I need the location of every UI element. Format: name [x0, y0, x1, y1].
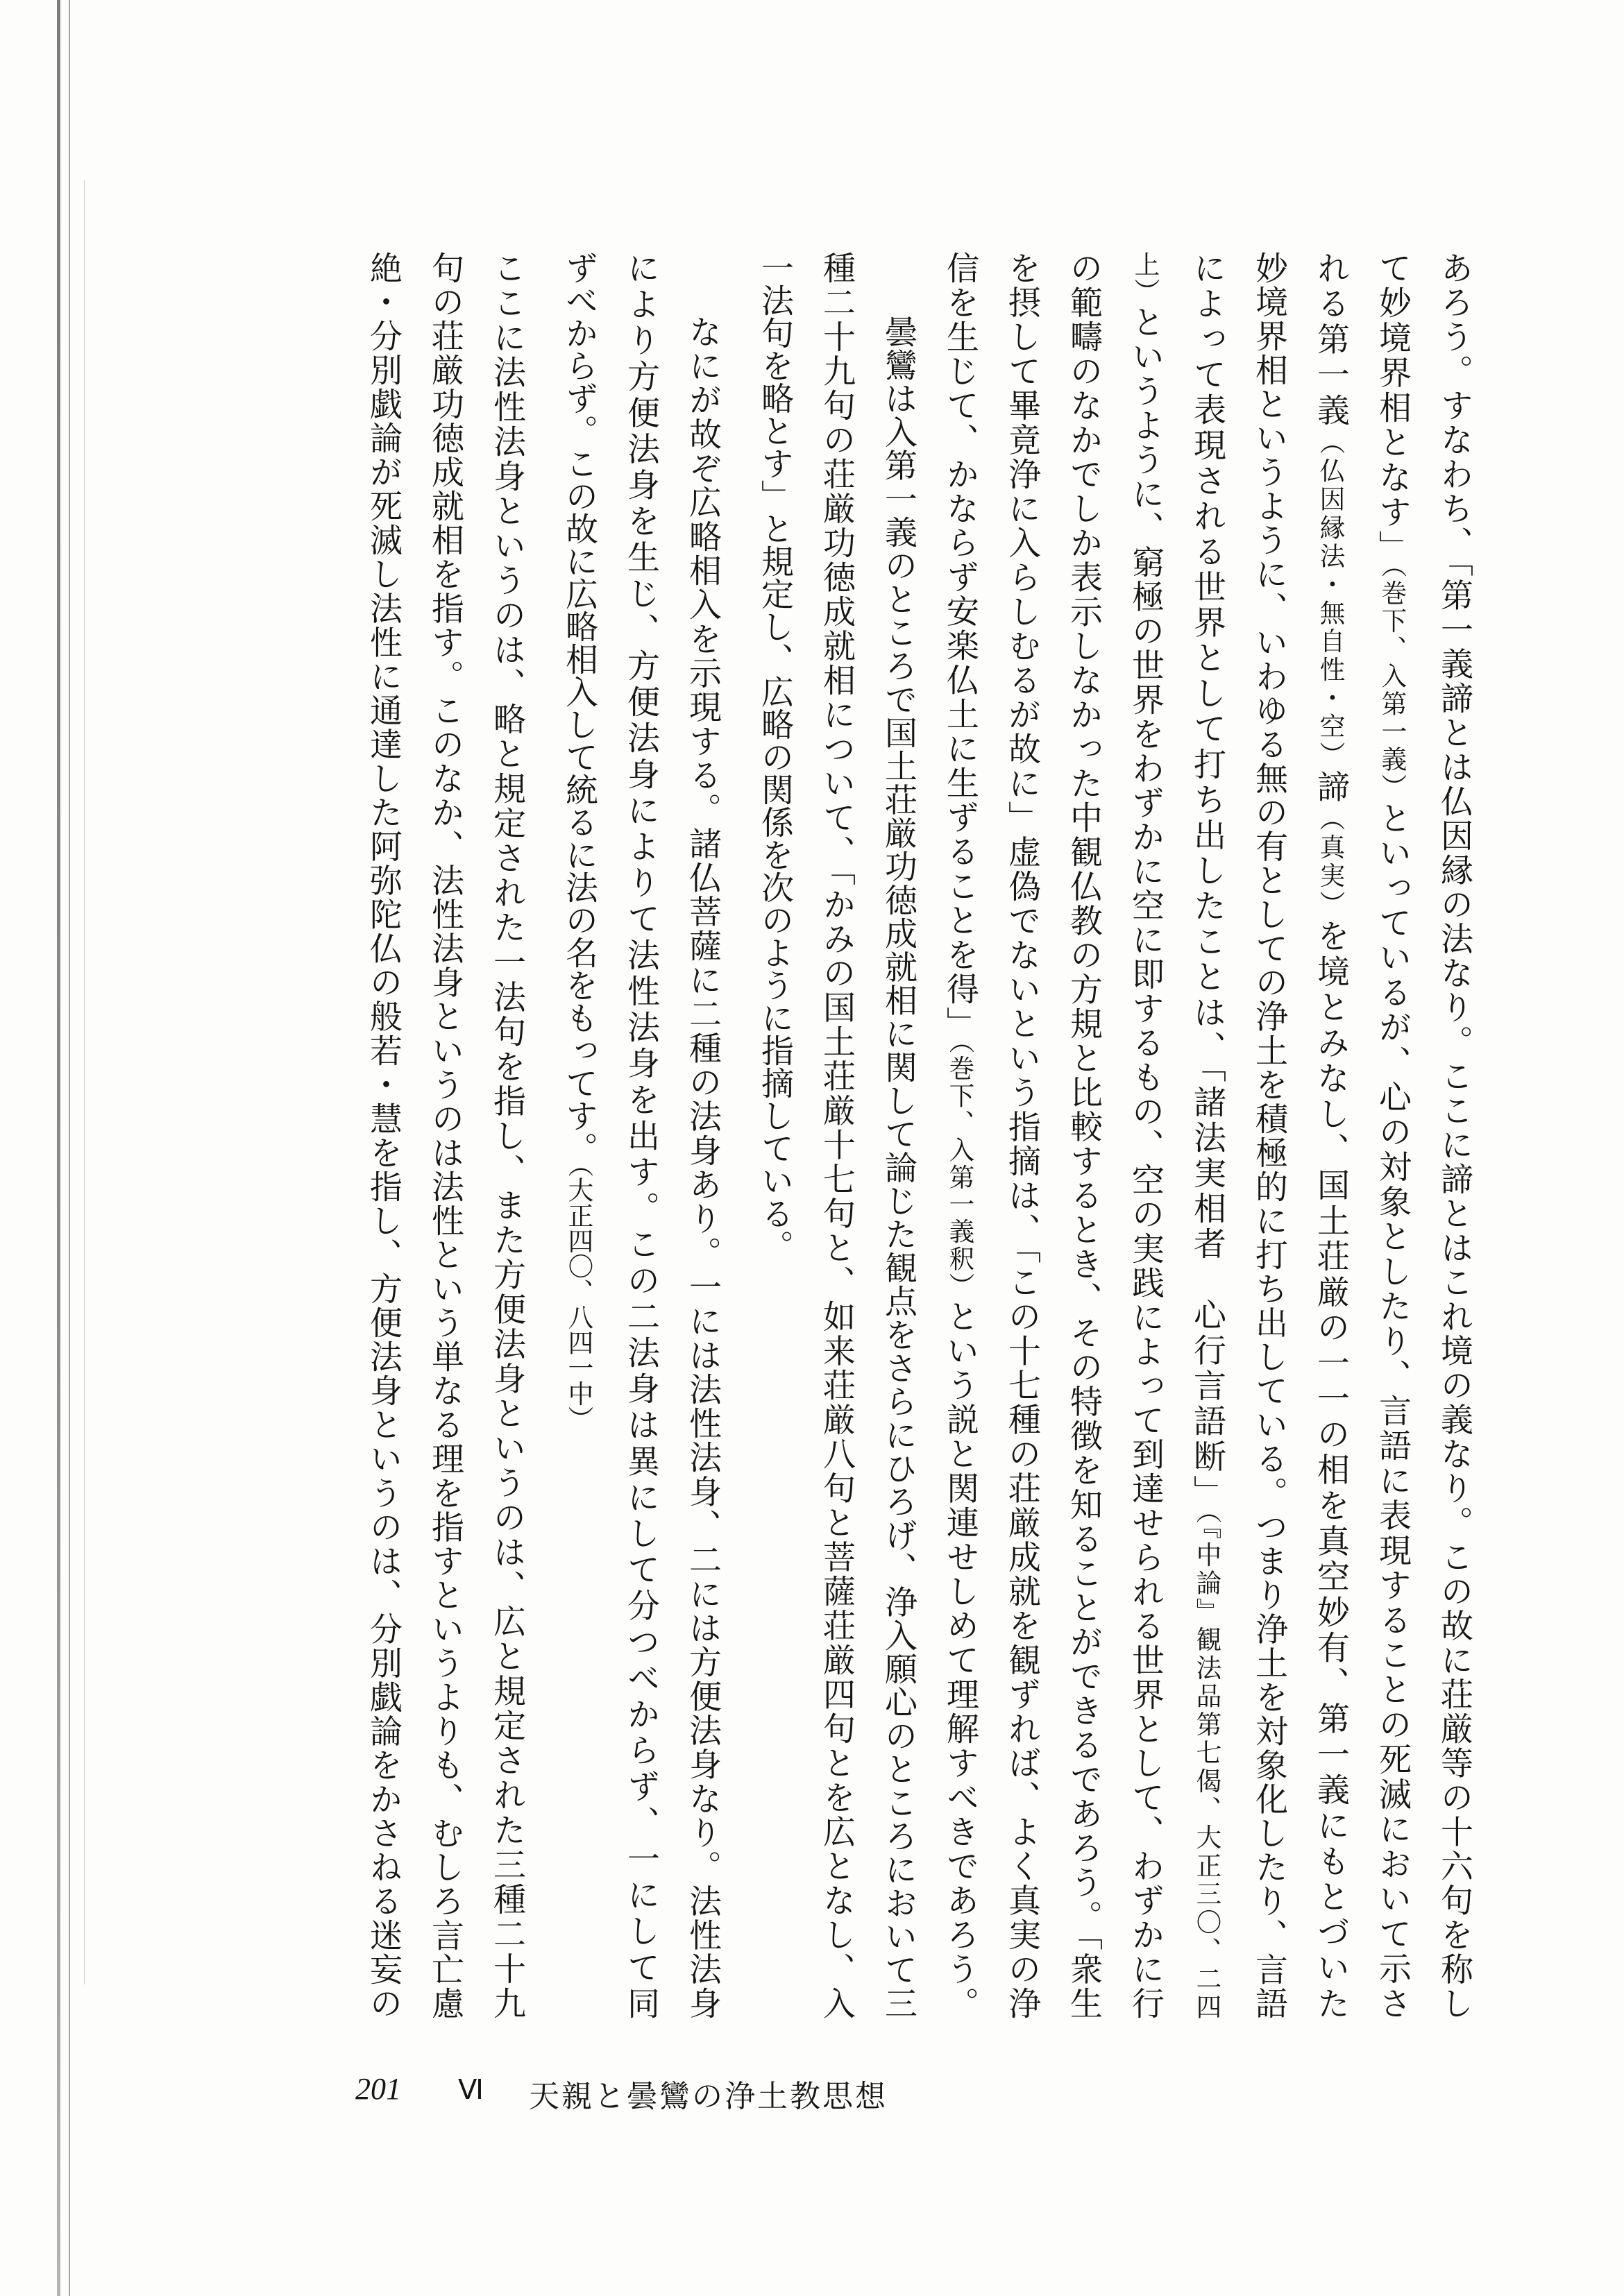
gloss-note: （仏因縁法・無自性・空）: [1316, 429, 1346, 770]
scan-edge-line: [84, 180, 85, 1984]
text-column: [744, 251, 806, 2019]
text-run: により方便法身を生じ、方便法身によりて法性法身を出す。この二法身は異にして分つべからず、一にして同: [622, 251, 660, 2019]
scan-edge-line: [57, 0, 60, 2296]
citation-note: 上）: [1131, 251, 1160, 306]
chapter-title: 天親と曇鸞の浄土教思想: [529, 2079, 888, 2114]
text-run: あろう。すなわち、「第一義諦とは仏因縁の法なり。ここに諦とはこれ境の義なり。この故に荘厳等の十六句を称し: [1435, 251, 1473, 2019]
citation-note: （巻下、入第一義釈）: [945, 1041, 975, 1300]
text-column: [476, 251, 538, 2019]
text-column: [929, 251, 991, 2019]
paragraph-continued: [929, 251, 1485, 2019]
page-body-text: [353, 251, 1485, 2019]
text-run: 曇鸞は入第一義のところで国土荘厳功徳成就相に関して論じた観点をさらにひろげ、浄入願心のところにおいて三: [879, 315, 917, 2019]
text-run: て妙境界相となす」: [1373, 251, 1412, 566]
chapter-number: Ⅵ: [458, 2074, 484, 2105]
citation-note: （『中論』観法品第七偈、大正三〇、二四: [1192, 1510, 1222, 2019]
citation-note: （巻下、入第一義）: [1378, 565, 1407, 801]
text-run: といっているが、心の対象としたり、言語に表現することの死滅において示さ: [1373, 801, 1412, 2019]
text-run: 句の荘厳功徳成就相を指す。このなか、法性法身というのは法性という単なる理を指すというよりも、むしろ言亡慮: [426, 251, 464, 2019]
text-column: [806, 251, 868, 2019]
paragraph-after-quote: [353, 251, 538, 2019]
citation-note: （大正四〇、八四一中）: [564, 1164, 594, 1431]
text-run: 妙境界相というように、いわゆる無の有としての浄土を積極的に打ち出している。つまり浄土を対象化したり、言語: [1250, 251, 1288, 2019]
text-run: によって表現される世界として打ち出したことは、「諸法実相者 心行言語断」: [1188, 251, 1226, 1511]
text-run: ずべからず。この故に広略相入して統るに法の名をもってす。: [560, 251, 598, 1164]
text-run: を境とみなし、国土荘厳の一一の相を真空妙有、第一義にもとづいた: [1312, 919, 1350, 2019]
text-run: ここに法性法身というのは、略と規定された一法句を指し、また方便法身というのは、広と規定された三種二十九: [488, 251, 526, 2019]
page-number: 201: [355, 2072, 401, 2106]
gloss-note: （真実）: [1316, 805, 1346, 919]
text-run: なにが故ぞ広略相入を示現する。諸仏菩薩に二種の法身あり。一には法性法身、二には方便法身なり。法性法身: [684, 315, 722, 2019]
text-column: [1300, 251, 1362, 2019]
text-run: の範疇のなかでしか表示しなかった中観仏教の方規と比較するとき、その特徴を知ることができるであろう。「衆生: [1065, 251, 1103, 2019]
page-footer: [0, 2071, 1624, 2116]
text-column: [868, 251, 929, 2019]
text-run: を摂して畢竟浄に入らしむるが故に」虚偽でないという指摘は、「この十七種の荘厳成就を観ずれば、よく真実の浄: [1003, 251, 1041, 2019]
text-column: [1053, 251, 1115, 2019]
block-quote: [548, 251, 734, 2019]
text-column: [414, 251, 476, 2019]
text-run: 一法句を略とす」と規定し、広略の関係を次のように指摘している。: [756, 251, 794, 1262]
scan-edge-line: [69, 0, 70, 2296]
text-column: [1238, 251, 1300, 2019]
text-column: [1176, 251, 1238, 2019]
text-column: [1362, 251, 1423, 2019]
text-column: [610, 251, 672, 2019]
text-run: 信を生じて、かならず安楽仏土に生ずることを得」: [941, 251, 979, 1041]
text-column: [991, 251, 1053, 2019]
text-column: [1423, 251, 1485, 2019]
text-column: [548, 251, 610, 2019]
text-run: というように、窮極の世界をわずかに空に即するもの、空の実践によって到達せられる世界として、わずかに行: [1126, 305, 1165, 2019]
text-column: [1115, 251, 1176, 2019]
text-column: [672, 251, 734, 2019]
text-run: 諦: [1312, 769, 1350, 806]
text-run: れる第一義: [1312, 251, 1350, 430]
text-run: 絶・分別戯論が死滅し法性に通達した阿弥陀仏の般若・慧を指し、方便法身というのは、分別戯論をかさねる迷妄の: [364, 251, 403, 2019]
paragraph: [744, 251, 929, 2019]
text-run: という説と関連せしめて理解すべきであろう。: [941, 1300, 979, 2019]
text-column: [353, 251, 414, 2019]
text-run: 種二十九句の荘厳功徳成就相について、「かみの国土荘厳十七句と、如来荘厳八句と菩薩荘厳四句とを広となし、入: [818, 251, 856, 2019]
